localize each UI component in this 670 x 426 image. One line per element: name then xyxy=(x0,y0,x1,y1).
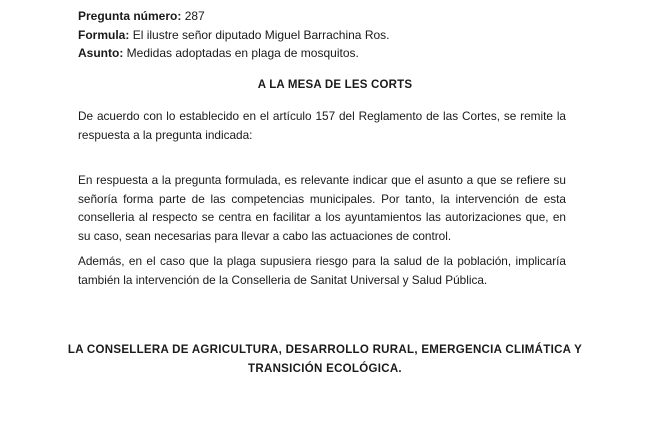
formula-value: El ilustre señor diputado Miguel Barrachina Ros. xyxy=(132,27,390,42)
question-number-value: 287 xyxy=(184,9,205,23)
response-paragraph: En respuesta a la pregunta formulada, es relevante indicar que el asunto a que se refiere su señoría forma parte de las competencias municipales. Por tanto, la intervención de esta conselleria al respecto se centra en facilitar a los ayuntamientos las autorizaciones que, en su caso, sean necesarias para llevar a cabo las actuaciones de control. xyxy=(78,173,566,244)
subject-line xyxy=(78,44,390,63)
question-number-label: Pregunta número: xyxy=(78,9,182,23)
subject-value: Medidas adoptadas en plaga de mosquitos. xyxy=(126,46,359,60)
formula-label: Formula: xyxy=(78,27,130,42)
additional-paragraph: Además, en el caso que la plaga supusiera riesgo para la salud de la población, implicaría también la intervención de la Conselleria de Sanitat Universal y Salud Pública. xyxy=(78,254,566,287)
question-number-line xyxy=(78,7,390,26)
formula-line xyxy=(78,26,390,45)
signature-line-1: LA CONSELLERA DE AGRICULTURA, DESARROLLO RURAL, EMERGENCIA CLIMÁTICA Y xyxy=(67,344,583,356)
intro-paragraph: De acuerdo con lo establecido en el artículo 157 del Reglamento de las Cortes, se remite la respuesta a la pregunta indicada: xyxy=(78,109,566,142)
document-heading: A LA MESA DE LES CORTS xyxy=(257,79,413,91)
signature-block xyxy=(60,341,590,379)
subject-label: Asunto: xyxy=(78,46,124,60)
question-metadata xyxy=(78,7,390,63)
signature-line-2: TRANSICIÓN ECOLÓGICA. xyxy=(248,363,402,375)
